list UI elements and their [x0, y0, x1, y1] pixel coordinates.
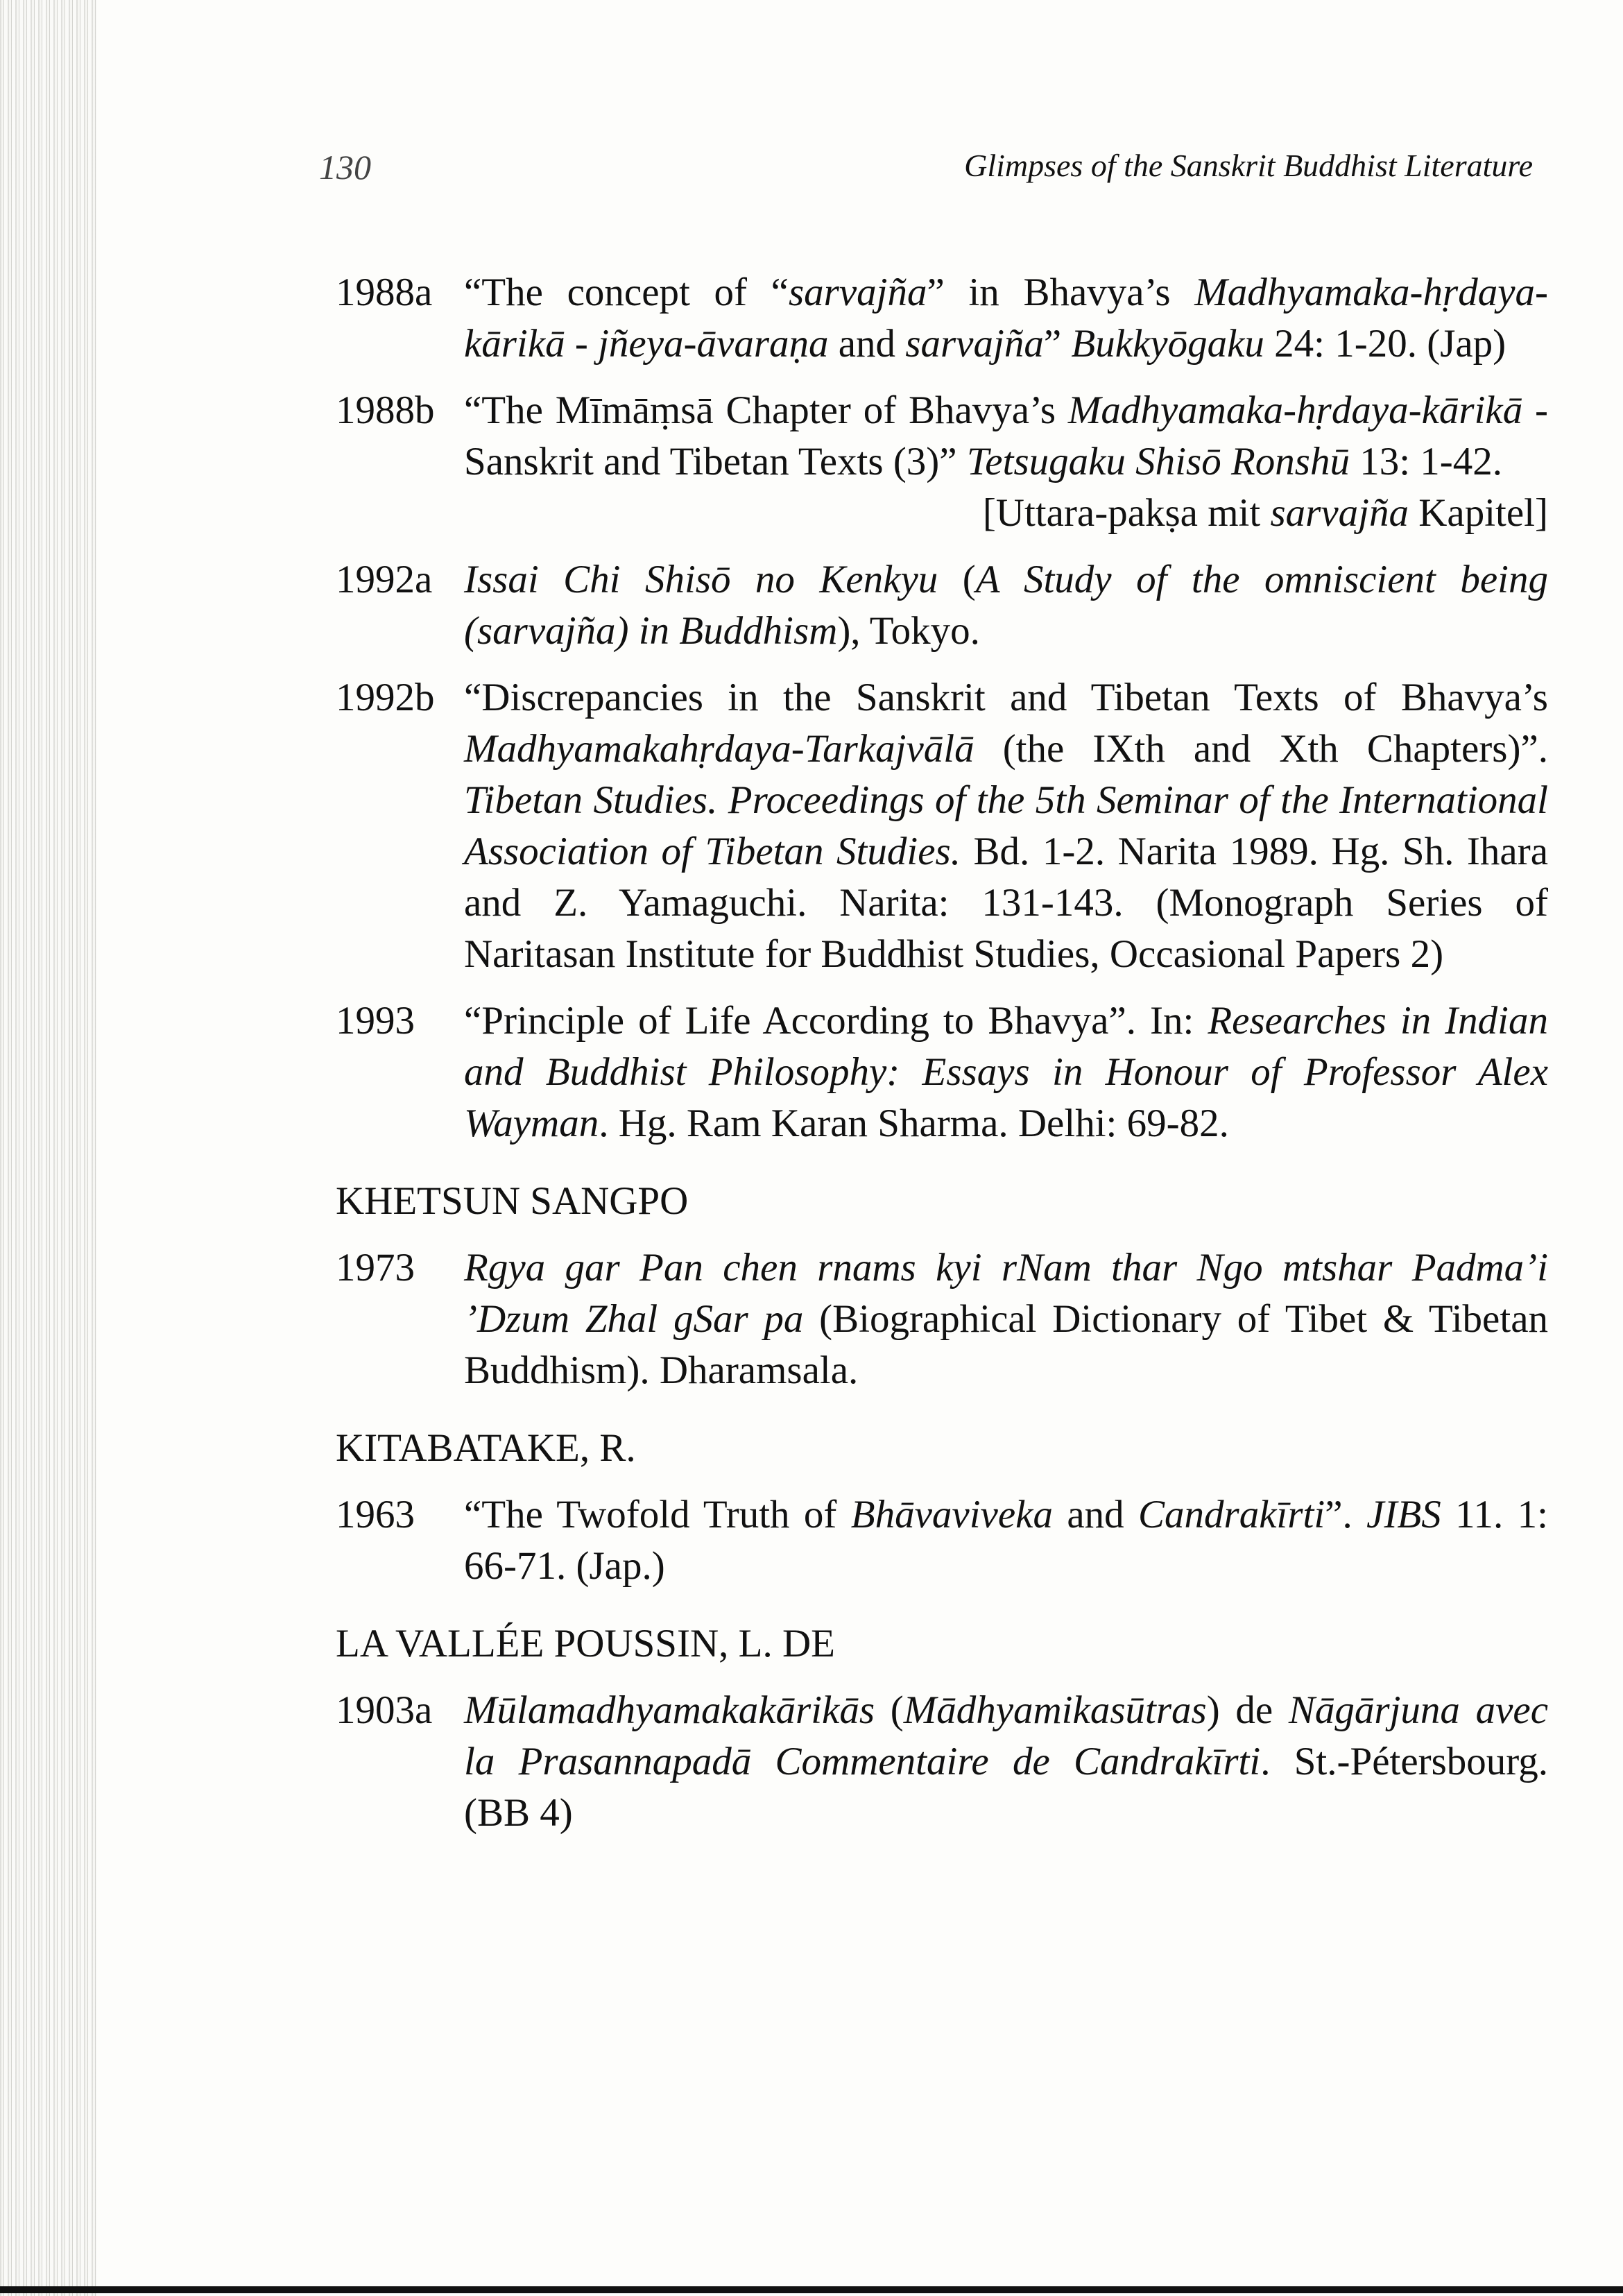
bib-entry-1963 [336, 1489, 1548, 1592]
entry-text: “The Mīmāṃsā Chapter of Bhavya’s Madhyamaka-hṛdaya-kārikā - Sanskrit and Tibetan Texts (3)” Tetsugaku Shisō Ronshū 13: 1-42. [Uttara-pakṣa mit sarvajña Kapitel] [464, 385, 1548, 539]
entry-note: [Uttara-pakṣa mit sarvajña Kapitel] [982, 491, 1548, 535]
entry-text: Issai Chi Shisō no Kenkyu (A Study of the omniscient being (sarvajña) in Buddhism), Tokyo. [464, 558, 1548, 653]
bib-entry-1992a [336, 554, 1548, 657]
entry-year: 1988b [336, 388, 435, 432]
author-heading-khetsun-sangpo: KHETSUN SANGPO [336, 1179, 689, 1223]
entry-text: Mūlamadhyamakakārikās (Mādhyamikasūtras) de Nāgārjuna avec la Prasannapadā Commentaire de Candrakīrti. St.-Pétersbourg. (BB 4) [464, 1688, 1549, 1835]
bib-entry-1988a [336, 267, 1548, 370]
entry-text: “The concept of “sarvajña” in Bhavya’s Madhyamaka-hṛdaya-kārikā - jñeya-āvaraṇa and sarvajña” Bukkyōgaku 24: 1-20. (Jap) [464, 271, 1548, 366]
bib-entry-1973 [336, 1242, 1548, 1396]
running-title: Glimpses of the Sanskrit Buddhist Literature [964, 148, 1533, 183]
page-bottom-rule [0, 2286, 1623, 2293]
author-heading-kitabatake: KITABATAKE, R. [336, 1426, 636, 1470]
bibliography-body [336, 267, 1548, 1854]
bib-entry-1903a [336, 1685, 1548, 1839]
entry-text: “Principle of Life According to Bhavya”. In: Researches in Indian and Buddhist Philosophy: Essays in Honour of Professor Alex Wayman. Hg. Ram Karan Sharma. Delhi: 69-82. [464, 999, 1548, 1145]
bib-entry-1993 [336, 995, 1548, 1149]
entry-year: 1992a [336, 558, 433, 601]
author-heading-la-vallee-poussin: LA VALLÉE POUSSIN, L. DE [336, 1622, 835, 1665]
bib-entry-1992b [336, 672, 1548, 980]
entry-year: 1992b [336, 676, 435, 719]
entry-text: Rgya gar Pan chen rnams kyi rNam thar Ngo mtshar Padma’i ’Dzum Zhal gSar pa (Biographical Dictionary of Tibet & Tibetan Buddhism). Dharamsala. [464, 1246, 1548, 1392]
bib-entry-1988b [336, 385, 1548, 539]
page-header [319, 147, 1533, 189]
entry-text: “Discrepancies in the Sanskrit and Tibetan Texts of Bhavya’s Madhyamakahṛdaya-Tarkajvālā (the IXth and Xth Chapters)”. Tibetan Studies. Proceedings of the 5th Seminar of the International Association of Tibetan Studies. Bd. 1-2. Narita 1989. Hg. Sh. Ihara and Z. Yamaguchi. Narita: 131-143. (Monograph Series of Naritasan Institute for Buddhist Studies, Occasional Papers 2) [464, 676, 1548, 976]
entry-year: 1973 [336, 1246, 415, 1290]
entry-year: 1988a [336, 271, 433, 314]
book-binding-shadow [0, 0, 97, 2296]
entry-text: “The Twofold Truth of Bhāvaviveka and Candrakīrti”. JIBS 11. 1: 66-71. (Jap.) [464, 1493, 1548, 1588]
page-number: 130 [319, 148, 371, 187]
entry-year: 1993 [336, 999, 415, 1043]
entry-year: 1903a [336, 1688, 433, 1732]
entry-year: 1963 [336, 1493, 415, 1536]
